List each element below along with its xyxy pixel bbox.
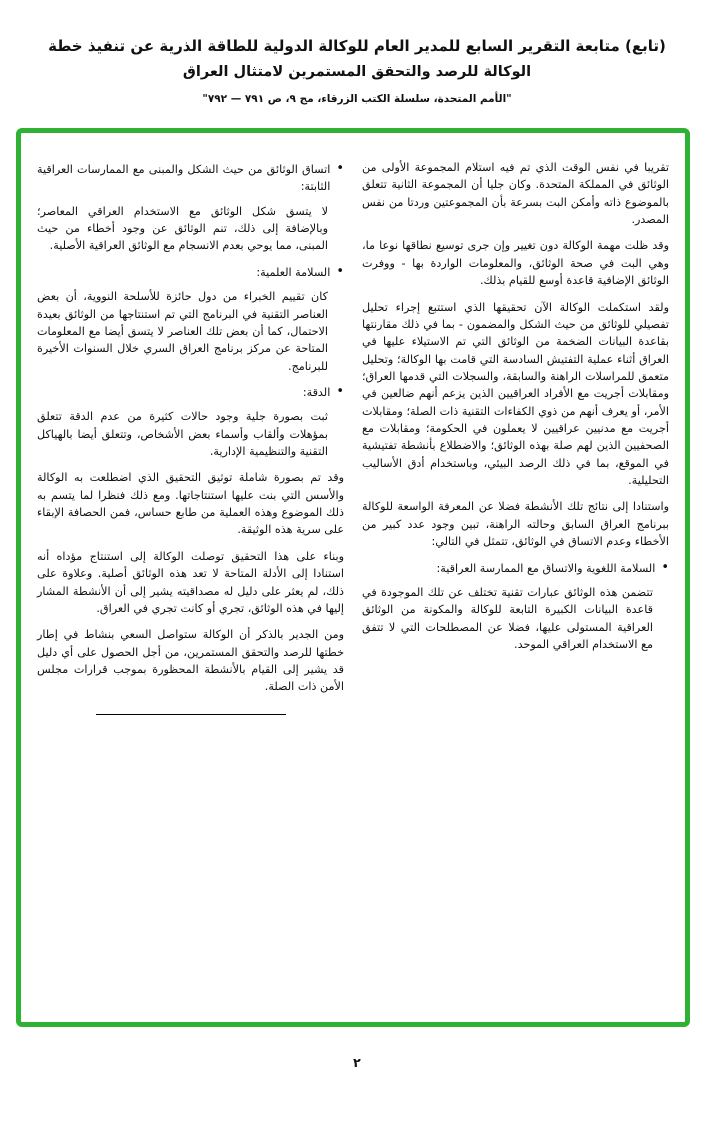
bullet-heading: السلامة اللغوية والاتساق مع الممارسة العراقية: <box>436 561 656 575</box>
document-header <box>0 0 714 108</box>
paragraph: كان تقييم الخبراء من دول حائزة للأسلحة النووية، أن بعض العناصر التقنية في البرنامج التي تم استنتاجها من الوثائق بعيدة الاحتمال، كما أن بعض تلك العناصر لا يتسق أيضا مع المعلومات المتاحة عن مركز برنامج العراق السري خلال السنوات الأخيرة للبرنامج. <box>37 290 328 373</box>
bullet-icon: • <box>336 263 344 279</box>
content-right-column <box>362 159 669 715</box>
paragraph: لا يتسق شكل الوثائق مع الاستخدام العراقي المعاصر؛ وبالإضافة إلى ذلك، تنم الوثائق عن وجود أخطاء من حيث المبنى، مما يوحي بعدم الانسجام مع الوثائق العراقية الأصلية. <box>37 204 328 253</box>
bullet-item <box>37 161 344 196</box>
paragraph: وقد تم بصورة شاملة توثيق التحقيق الذي اضطلعت به الوكالة والأسس التي بنت عليها استنتاجاتها. ومع ذلك فنظرا لما يتسم به ذلك الموضوع وهذه العملية من طابع حساس، فمن الحصافة الإبقاء على سرية هذه الوثيقة. <box>37 471 344 537</box>
paragraph: واستنادا إلى نتائج تلك الأنشطة فضلا عن المعرفة الواسعة للوكالة ببرنامج العراق السابق وحالته الراهنة، تبين وجود عدد كبير من الأخطاء وعدم الاتساق في الوثائق، تتمثل في التالي: <box>362 500 669 549</box>
paragraph: وبناء على هذا التحقيق توصلت الوكالة إلى استنتاج مؤداه أنه استنادا إلى الأدلة المتاحة لا تعد هذه الوثائق أصلية. وعلاوة على ذلك، لم يعثر على دليل له مصداقيته يشير إلى أن الأنشطة المشار إليها في هذه الوثائق، تجري أو كانت تجري في العراق. <box>37 549 344 615</box>
document-title-line2: الوكالة للرصد والتحقق المستمرين لامتثال العراق <box>182 63 532 80</box>
paragraph: ولقد استكملت الوكالة الآن تحقيقها الذي استتبع إجراء تحليل تفصيلي للوثائق من حيث الشكل والمضمون - بما في ذلك مقارنتها بقاعدة البيانات الضخمة من الوثائق التي تم الاستيلاء عليها في العراق أثناء عملية التفتيش السادسة التي قامت بها الوكالة؛ وتحليل متعمق للمراسلات الراهنة والسابقة، والسجلات التي قدمها العراق؛ ومقابلات أجريت مع الأفراد العراقيين الذين يزعم أنهم ضالعين في الأمر، أو يعرف أنهم من ذوي الكفاءات التقنية ذات الصلة؛ ومقابلات أجريت مع مدنيين عراقيين لا يعملون في الحكومة؛ ومقابلات مع الصحفيين الذين لهم صلة بهذه الوثائق؛ والاضطلاع بأنشطة تفتيشية في الموقع، بما في ذلك الرصد البيئي، وباستخدام أدق الأساليب التحليلية. <box>362 300 669 488</box>
bullet-item <box>362 560 669 577</box>
paragraph: وقد ظلت مهمة الوكالة دون تغيير وإن جرى توسيع نطاقها نوعا ما، وهي البت في صحة الوثائق، والمعلومات الواردة بها - ووفرت الوثائق الإضافية قاعدة أوسع للقيام بذلك. <box>362 239 669 288</box>
two-column-text-area <box>21 133 685 735</box>
bullet-heading: السلامة العلمية: <box>256 265 331 279</box>
paragraph: ومن الجدير بالذكر أن الوكالة ستواصل السعي بنشاط في إطار خطتها للرصد والتحقق المستمرين، من أجل الحصول على أي دليل قد يشير إلى القيام بالأنشطة المحظورة بموجب قرارات مجلس الأمن ذات الصلة. <box>37 628 344 694</box>
bullet-heading: الدقة: <box>302 385 331 399</box>
bullet-icon: • <box>336 383 344 399</box>
section-divider <box>96 714 286 715</box>
bullet-heading: اتساق الوثائق من حيث الشكل والمبنى مع الممارسات العراقية الثابتة: <box>37 163 331 194</box>
paragraph: ثبت بصورة جلية وجود حالات كثيرة من عدم الدقة تتعلق بمؤهلات وألقاب وأسماء بعض الأشخاص، وتتعلق أيضا بالهياكل التقنية والتنظيمية الإدارية. <box>37 410 328 459</box>
page-number: ٢ <box>353 1055 361 1070</box>
bullet-icon: • <box>661 559 669 575</box>
bullet-item <box>37 384 344 401</box>
source-citation: "الأمم المتحدة، سلسلة الكتب الزرقاء، مج ٩، ص ٧٩١ — ٧٩٢" <box>202 92 512 105</box>
document-title-line1: (تابع) متابعة التقرير السابع للمدير العام للوكالة الدولية للطاقة الذرية عن تنفيذ خطة <box>48 37 666 55</box>
bullet-item <box>37 264 344 281</box>
content-left-column <box>37 159 344 715</box>
paragraph: تتضمن هذه الوثائق عبارات تقنية تختلف عن تلك الموجودة في قاعدة البيانات الكبيرة التابعة للوكالة والمكونة من الوثائق العراقية المستولى عليها، فضلا عن المصطلحات التي لا تتفق مع الاستخدام العراقي الموحد. <box>362 585 653 651</box>
paragraph: تقريبا في نفس الوقت الذي تم فيه استلام المجموعة الأولى من الوثائق في المملكة المتحدة. وكان جليا أن المجموعة الثانية تتعلق بالموضوع ذاته وأمكن البت بسرعة بأن المجموعتين وردتا من نفس المصدر. <box>362 161 669 227</box>
scan-highlight-border-box <box>16 128 690 1027</box>
bullet-icon: • <box>336 161 344 176</box>
